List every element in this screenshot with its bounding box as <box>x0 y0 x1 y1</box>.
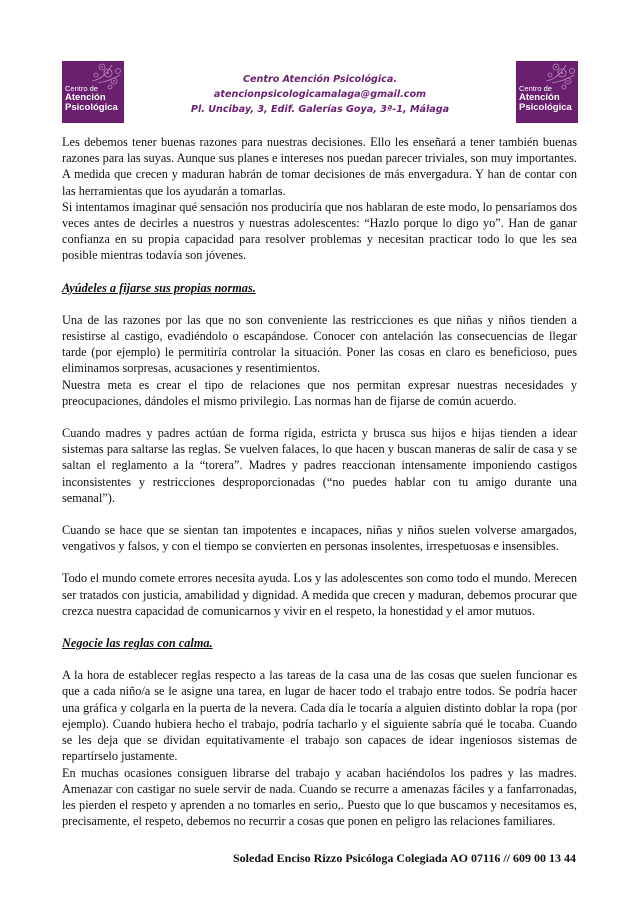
center-name: Centro Atención Psicológica. <box>243 74 397 85</box>
logo-text-line3: Psicológica <box>519 102 572 113</box>
paragraph: Todo el mundo comete errores necesita ayuda. Los y las adolescentes son como todo el mundo. Merecen ser tratados con justicia, amabilidad y dignidad. A medida que crecen y maduran, debemos procurar que crezca nuestra capacidad de comunicarnos y vivir en el respeto, la honestidad y el amor mutuos. <box>62 571 577 618</box>
center-email: atencionpsicologicamalaga@gmail.com <box>213 89 427 100</box>
page-footer: Soledad Enciso Rizzo Psicóloga Colegiada AO 07116 // 609 00 13 44 <box>232 851 576 865</box>
paragraph: Les debemos tener buenas razones para nuestras decisiones. Ello les enseñará a tener también buenas razones para las suyas. Aunque sus planes e intereses nos puedan parecer triviales, son muy importantes. A medida que crecen y maduran habrán de tomar decisiones de más envergadura. Y han de contar con las herramientas que los ayudarán a tomarlas. <box>62 135 577 198</box>
logo-left <box>62 61 124 123</box>
paragraph: Cuando se hace que se sientan tan impotentes e incapaces, niñas y niños suelen volverse amargados, vengativos y falsos, y con el tiempo se convierten en personas insolentes, irrespetuosas e insensibles. <box>62 523 577 554</box>
paragraph: A la hora de establecer reglas respecto a las tareas de la casa una de las cosas que suelen funcionar es que a cada niño/a se le asigne una tarea, en lugar de hacer todo el trabajo entre todos. Se podría hacer una gráfica y colgarla en la puerta de la nevera. Cada día le tocaría a alguien distinto doblar la ropa (por ejemplo). Cuando hubiera hecho el trabajo, podría tacharlo y el siguiente sabría qué le tocaba. Cuando se les deja que se dividan equitativamente el trabajo son capaces de idear ingeniosos sistemas de repartírselo justamente. <box>62 668 577 764</box>
logo-text-line1: Centro de <box>65 84 98 93</box>
logo-text-line3: Psicológica <box>65 102 118 113</box>
article-body <box>62 134 577 829</box>
paragraph: Cuando madres y padres actúan de forma rígida, estricta y brusca sus hijos e hijas tienden a idear sistemas para saltarse las reglas. Se vuelven falaces, lo que hacen y buscan maneras de salir de casa y se saltan el reglamento a la “torera”. Madres y padres reaccionan intensamente imponiendo castigos inconsistentes y restricciones desproporcionadas (“no puedes hablar con tu amigo durante una semanal”). <box>62 426 577 505</box>
logo-text-line2: Atención <box>65 92 106 103</box>
paragraph: En muchas ocasiones consiguen librarse del trabajo y acaban haciéndolos los padres y las madres. Amenazar con castigar no suele servir de nada. Cuando se recurre a amenazas fáciles y a fanfarronadas, les pierden el respeto y aprenden a no tomarles en serio,. Puesto que lo que buscamos y necesitamos es, precisamente, el respeto, debemos no recurrir a cosas que ponen en peligro las relaciones familiares. <box>62 765 577 829</box>
logo-right <box>516 61 578 123</box>
center-address: Pl. Uncibay, 3, Edif. Galerías Goya, 3ª-1, Málaga <box>190 104 450 115</box>
paragraph: Una de las razones por las que no son conveniente las restricciones es que niñas y niños tienden a resistirse al castigo, evadiéndolo o escapándose. Conocer con antelación las consecuencias de llegar tarde (por ejemplo) le permitiría controlar la situación. Poner las cosas en claro es beneficioso, pues eliminamos sorpresas, acusaciones y resentimientos. <box>62 312 577 376</box>
paragraph: Si intentamos imaginar qué sensación nos produciría que nos hablaran de este modo, lo pensaríamos dos veces antes de decirles a nuestros y nuestras adolescentes: “Hazlo porque lo digo yo”. Han de ganar confianza en su propia capacidad para resolver problemas y necesitan practicar todo lo que les sea posible mientras todavía son jóvenes. <box>62 199 577 263</box>
letterhead <box>170 72 470 117</box>
logo-text-line2: Atención <box>519 92 560 103</box>
paragraph: Nuestra meta es crear el tipo de relaciones que nos permitan expresar nuestras necesidades y preocupaciones, dándoles el mismo privilegio. Las normas han de fijarse de común acuerdo. <box>62 377 577 408</box>
logo-text-line1: Centro de <box>519 84 552 93</box>
section-heading: Ayúdeles a fijarse sus propias normas. <box>62 280 256 295</box>
section-heading: Negocie las reglas con calma. <box>62 636 213 651</box>
